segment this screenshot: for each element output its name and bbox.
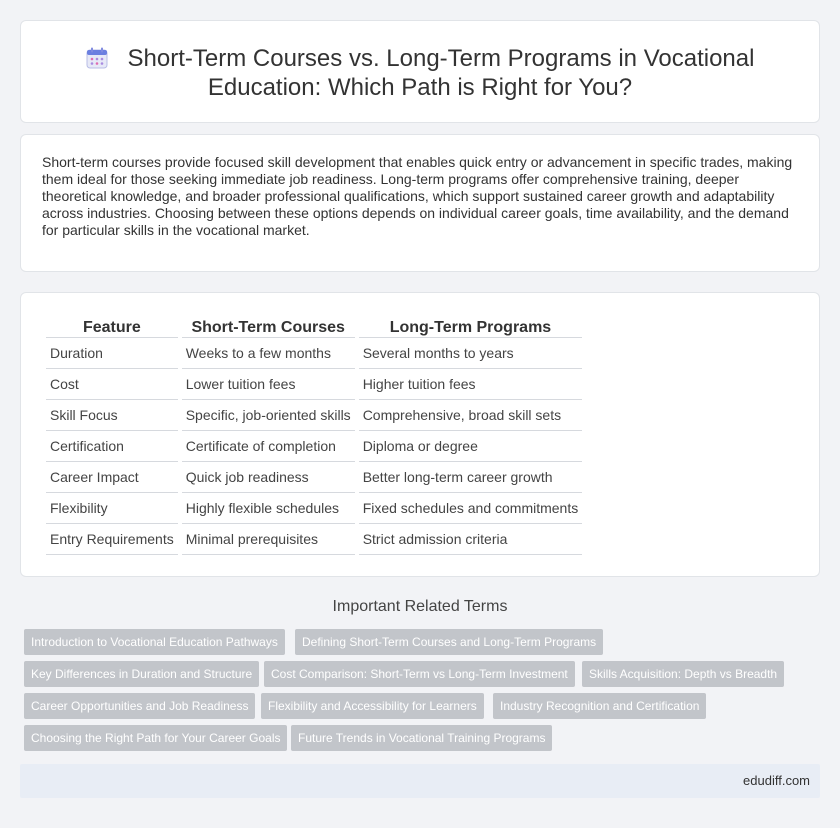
table-cell: Skill Focus (46, 400, 178, 431)
table-cell: Career Impact (46, 462, 178, 493)
related-term-tag[interactable]: Future Trends in Vocational Training Programs (291, 725, 552, 751)
footer (20, 764, 820, 798)
table-row (46, 338, 582, 369)
page-title-wrap (61, 44, 779, 102)
related-term-tag[interactable]: Flexibility and Accessibility for Learners (261, 693, 484, 719)
footer-site-name[interactable]: edudiff.com (743, 773, 810, 788)
summary-card (20, 134, 820, 272)
related-term-tag[interactable]: Choosing the Right Path for Your Career Goals (24, 725, 287, 751)
related-term-tag[interactable]: Skills Acquisition: Depth vs Breadth (582, 661, 784, 687)
table-cell: Several months to years (359, 338, 583, 369)
related-term-tag[interactable]: Cost Comparison: Short-Term vs Long-Term Investment (264, 661, 575, 687)
table-row (46, 493, 582, 524)
related-term-tag[interactable]: Key Differences in Duration and Structure (24, 661, 259, 687)
title-card (20, 20, 820, 123)
table-row (46, 431, 582, 462)
table-cell: Cost (46, 369, 178, 400)
related-terms-heading: Important Related Terms (332, 598, 508, 615)
page-title: Short-Term Courses vs. Long-Term Programs in Vocational Education: Which Path is Right for You? (127, 45, 755, 101)
related-term-tag[interactable]: Industry Recognition and Certification (493, 693, 706, 719)
related-term-tag[interactable]: Defining Short-Term Courses and Long-Term Programs (295, 629, 603, 655)
table-cell: Comprehensive, broad skill sets (359, 400, 583, 431)
table-cell: Entry Requirements (46, 524, 178, 555)
column-header: Feature (46, 315, 178, 338)
calendar-icon (86, 47, 108, 69)
table-cell: Flexibility (46, 493, 178, 524)
table-row (46, 462, 582, 493)
table-cell: Quick job readiness (182, 462, 355, 493)
column-header: Short-Term Courses (182, 315, 355, 338)
related-term-tag[interactable]: Introduction to Vocational Education Pathways (24, 629, 285, 655)
table-cell: Duration (46, 338, 178, 369)
table-cell: Better long-term career growth (359, 462, 583, 493)
table-row (46, 524, 582, 555)
table-cell: Highly flexible schedules (182, 493, 355, 524)
table-cell: Specific, job-oriented skills (182, 400, 355, 431)
table-row (46, 369, 582, 400)
comparison-table (42, 315, 586, 555)
table-header-row (46, 315, 582, 338)
summary-text: Short-term courses provide focused skill development that enables quick entry or advancement in specific trades, making them ideal for those seeking immediate job readiness. Long-term programs offer comprehensive training, deeper theoretical knowledge, and broader professional qualifications, which support sustained career growth and adaptability across industries. Choosing between these options depends on individual career goals, time availability, and the demand for particular skills in the vocational market. (42, 154, 793, 238)
table-cell: Higher tuition fees (359, 369, 583, 400)
comparison-table-card (20, 292, 820, 577)
table-cell: Minimal prerequisites (182, 524, 355, 555)
table-cell: Diploma or degree (359, 431, 583, 462)
related-term-tag[interactable]: Career Opportunities and Job Readiness (24, 693, 255, 719)
table-row (46, 400, 582, 431)
table-cell: Weeks to a few months (182, 338, 355, 369)
table-cell: Certificate of completion (182, 431, 355, 462)
column-header: Long-Term Programs (359, 315, 583, 338)
table-cell: Strict admission criteria (359, 524, 583, 555)
table-cell: Lower tuition fees (182, 369, 355, 400)
table-cell: Fixed schedules and commitments (359, 493, 583, 524)
table-cell: Certification (46, 431, 178, 462)
